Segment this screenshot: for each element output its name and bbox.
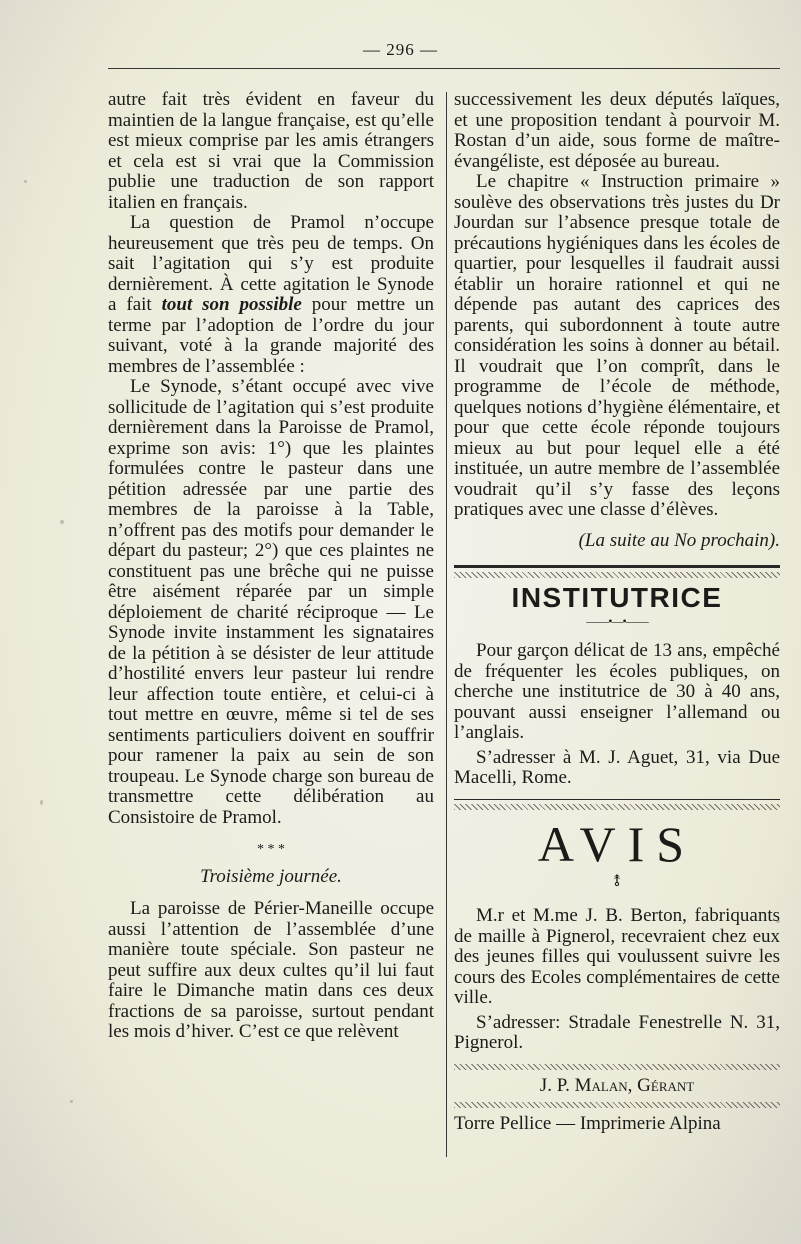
page-number: — 296 — — [363, 40, 438, 59]
section-separator: * * * — [257, 842, 285, 857]
ornament: ——•—•—— — [586, 613, 648, 628]
paragraph: successivement les deux députés laïques, et une proposition tendant à pourvoir M. Rostan d’un aide, sous forme de maître-évangéliste, est déposée au bureau. — [454, 89, 780, 172]
header-rule — [108, 68, 780, 69]
wavy-rule — [454, 1102, 780, 1108]
ad-rule — [454, 565, 780, 568]
ad-body: Pour garçon délicat de 13 ans, empêché de fréquenter les écoles publiques, on cherche une institutrice de 30 à 40 ans, pouvant aussi enseigner l’allemand ou l’anglais. — [454, 640, 780, 743]
ornament: ⥉ — [610, 872, 624, 890]
paragraph: autre fait très évident en faveur du maintien de la langue française, est qu’elle est mieux comprise par les amis étrangers et cela est si vrai que la Commission publie une traduction de son rapport italien en français. — [108, 89, 434, 213]
paper-speck — [60, 520, 64, 524]
paper-speck — [24, 180, 27, 183]
wavy-rule — [454, 1064, 780, 1070]
paragraph: La paroisse de Périer-Maneille occupe aussi l’attention de l’assemblée d’une manière toute spéciale. Son pasteur ne peut suffire aux deux cultes qu’il lui faut faire le Dimanche matin dans ces deux fractions de sa paroisse, surtout pendant les mois d’hiver. C’est ce que relèvent — [108, 898, 434, 1042]
right-column — [454, 90, 780, 1135]
gerant-line: J. P. Malan, Gérant — [539, 1074, 695, 1096]
column-divider — [446, 92, 447, 1157]
paragraph: Le chapitre « Instruction primaire » soulève des observations très justes du Dr Jourdan sur l’absence presque totale de précautions hygiéniques dans les écoles de quartier, pour lesquelles il faudrait aussi établir un horaire rationnel et qui ne dépende pas autant des caprices des parents, qui subordonnent à toute autre considération les soins à donner au bétail. Il voudrait que l’on comprît, dans le programme de l’école de méthode, quelques notions d’hygiène élémentaire, et pour que cette école réponde toujours mieux au but pour lequel elle a été instituée, un autre membre de l’assemblée voudrait qu’il s’y fasse des leçons pratiques avec une classe d’élèves. — [454, 171, 780, 520]
resolution-paragraph: Le Synode, s’étant occupé avec vive sollicitude de l’agitation qui s’est produite dernièrement dans la Paroisse de Pramol, exprime son avis: 1°) que les plaintes formulées contre le pasteur dans une pétition adressée par une partie des membres de la paroisse à la Table, n’offrent pas des motifs pour demander le départ du pasteur; 2°) que ces plaintes ne constituent pas une brêche qui ne puisse être aisément réparée par un simple déploiement de charité réciproque — Le Synode invite instamment les signataires de la pétition à se désister de leur attitude d’hostilité envers leur pasteur lui rendre leur affection toute entière, et celui-ci à tout mettre en œuvre, même si tel de ses sentiments particuliers doivent en souffrir pour ramener la paix au sein de son troupeau. Le Synode charge son bureau de transmettre cette délibération au Consistoire de Pramol. — [108, 376, 434, 828]
emphasis-text: tout son possible — [161, 294, 302, 315]
ad-rule — [454, 799, 780, 800]
section-title: Troisième journée. — [200, 865, 342, 887]
paragraph-text: pour mettre un terme par l’adoption de l’ordre du jour suivant, voté à la grande majorité des membres de l’assemblée : — [108, 294, 434, 377]
paragraph-text: La question de Pramol n’occupe heureusement que très peu de temps. On sait l’agitation qui s’y est produite dernièrement. À cette agitation le Synode a fait — [108, 212, 434, 315]
paragraph — [108, 213, 434, 377]
printer-line: Torre Pellice — Imprimerie Alpina — [454, 1113, 721, 1134]
left-column — [108, 90, 434, 1043]
ad-title-avis: AVIS — [537, 815, 697, 872]
ad-contact: S’adresser: Stradale Fenestrelle N. 31, Pignerol. — [454, 1011, 780, 1053]
wavy-rule — [454, 572, 780, 578]
paper-speck — [70, 1100, 73, 1103]
wavy-rule — [454, 804, 780, 810]
ad-body: M.r et M.me J. B. Berton, fabriquants de maille à Pignerol, recevraient chez eux des jeunes filles qui voulussent suivre les cours des Ecoles complémentaires de cette ville. — [454, 905, 780, 1008]
ad-contact: S’adresser à M. J. Aguet, 31, via Due Macelli, Rome. — [454, 746, 780, 788]
continued-notice: (La suite au No prochain). — [578, 529, 780, 551]
ad-title-institutrice: INSTITUTRICE — [511, 582, 723, 613]
paper-speck — [40, 800, 43, 805]
